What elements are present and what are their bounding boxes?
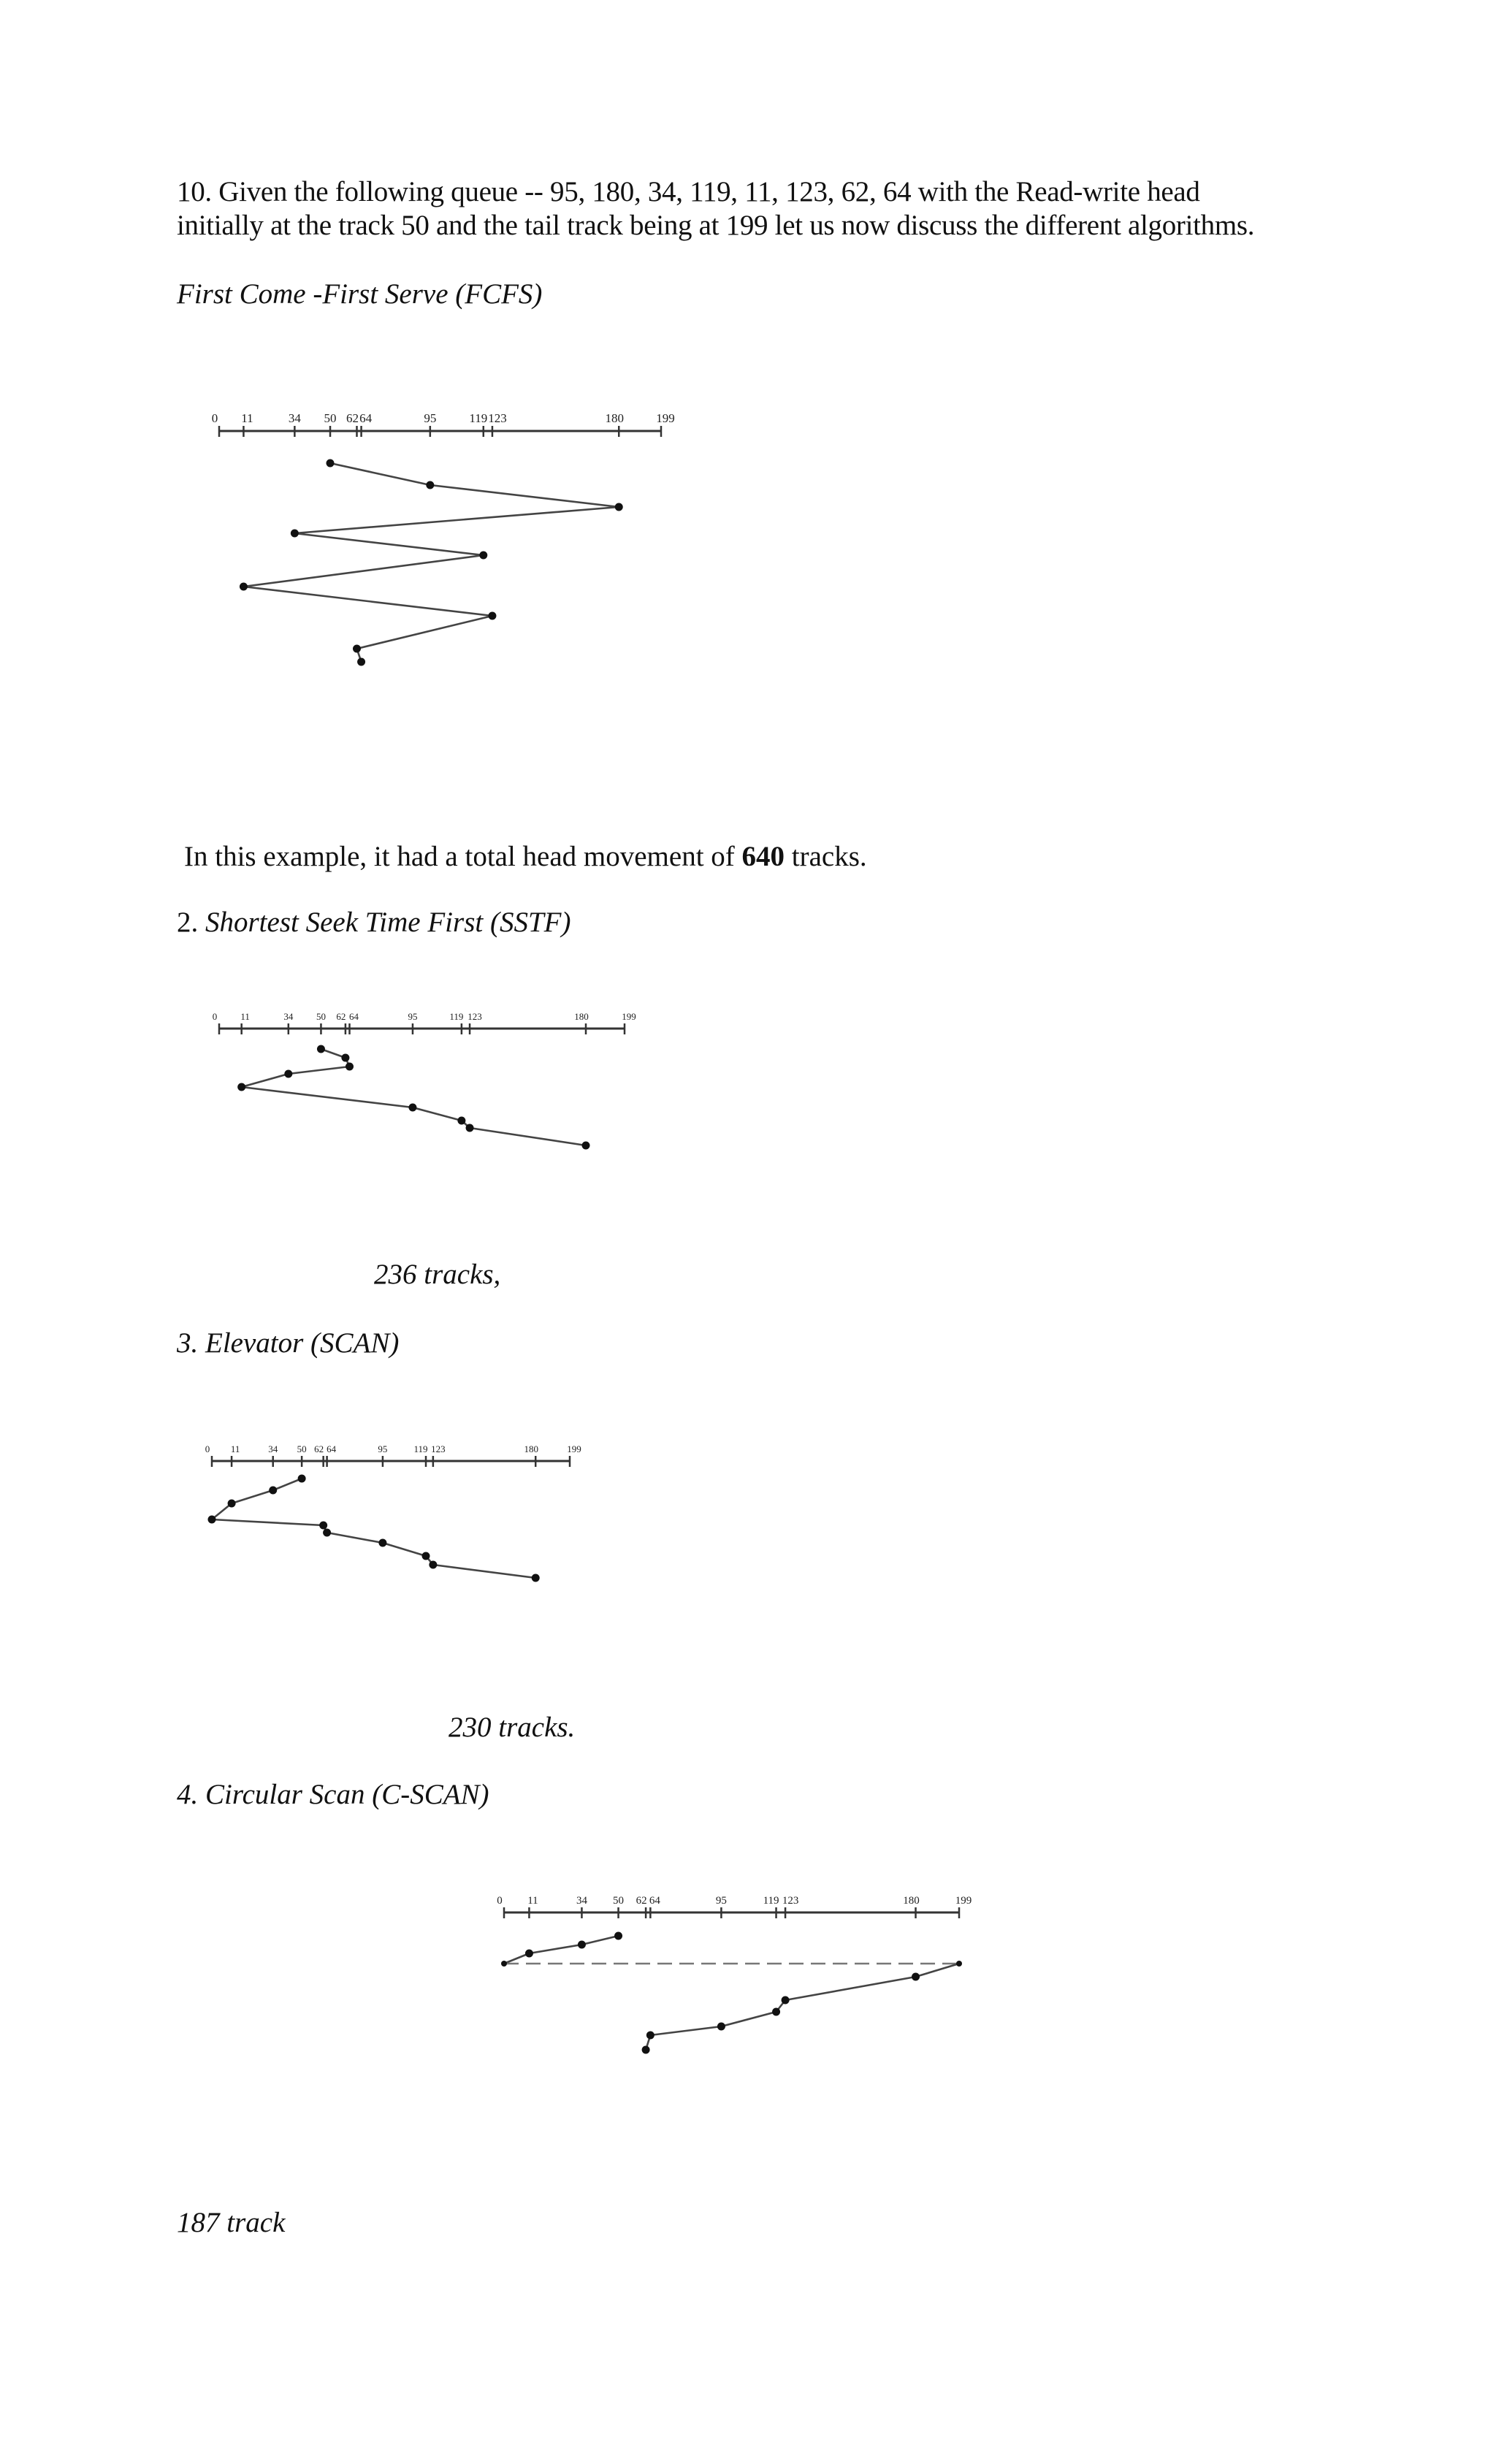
sstf-tick-label: 11: [240, 1011, 250, 1022]
cscan-heading: 4. Circular Scan (C-SCAN): [177, 1779, 489, 1810]
sstf-heading-title: Shortest Seek Time First (SSTF): [205, 907, 571, 938]
scan-point: [429, 1561, 437, 1569]
sstf-tick-label: 64: [348, 1011, 359, 1022]
scan-tick-label: 123: [431, 1443, 446, 1454]
scan-tick-label: 95: [378, 1443, 388, 1454]
cscan-point: [614, 1932, 622, 1940]
cscan-result: 187 track: [177, 2207, 286, 2238]
fcfs-point: [357, 658, 365, 666]
fcfs-tick-label: 34: [288, 411, 301, 425]
scan-point: [422, 1552, 430, 1560]
cscan-tick-label: 50: [613, 1895, 625, 1907]
cscan-chart: [497, 1883, 979, 2080]
sstf-result: 236 tracks,: [374, 1259, 501, 1290]
sstf-point: [237, 1083, 245, 1091]
sstf-point: [341, 1054, 349, 1062]
scan-tick-label: 34: [268, 1443, 278, 1454]
cscan-tick-label: 119: [763, 1895, 779, 1907]
cscan-point: [525, 1950, 533, 1958]
scan-tick-label: 119: [413, 1443, 428, 1454]
scan-chart: [205, 1432, 614, 1622]
cscan-tick-label: 123: [782, 1895, 799, 1907]
cscan-point: [782, 1996, 790, 2005]
fcfs-point: [240, 583, 248, 591]
cscan-point: [912, 1973, 920, 1981]
sstf-seek-path: [242, 1049, 586, 1145]
scan-tick-label: 199: [567, 1443, 581, 1454]
fcfs-result: [184, 840, 867, 874]
scan-point: [208, 1516, 216, 1524]
fcfs-heading: First Come -First Serve (FCFS): [177, 278, 543, 310]
scan-point: [269, 1487, 277, 1495]
fcfs-result-suffix: tracks.: [785, 841, 867, 872]
scan-point: [323, 1529, 331, 1537]
sstf-point: [582, 1142, 590, 1150]
cscan-tick-label: 180: [903, 1895, 920, 1907]
fcfs-tick-label: 50: [324, 411, 337, 425]
fcfs-tick-label: 180: [605, 411, 624, 425]
fcfs-tick-label: 0: [211, 411, 218, 425]
cscan-point: [578, 1941, 586, 1949]
scan-point: [378, 1539, 386, 1547]
sstf-heading: [177, 906, 570, 939]
fcfs-point: [488, 612, 496, 620]
sstf-chart: [212, 1007, 650, 1167]
scan-tick-label: 180: [524, 1443, 538, 1454]
sstf-tick-label: 62: [336, 1011, 346, 1022]
fcfs-tick-label: 119: [469, 411, 488, 425]
fcfs-result-prefix: In this example, it had a total head movement of: [184, 841, 742, 872]
sstf-point: [346, 1063, 354, 1071]
question-line-1: 10. Given the following queue -- 95, 180, 34, 119, 11, 123, 62, 64 with the Read-write head: [177, 176, 1200, 207]
sstf-tick-label: 119: [449, 1011, 464, 1022]
cscan-point: [717, 2023, 725, 2031]
fcfs-tick-label: 95: [424, 411, 437, 425]
sstf-tick-label: 123: [468, 1011, 482, 1022]
cscan-seek-path: [504, 1936, 619, 1964]
sstf-point: [284, 1070, 292, 1078]
sstf-tick-label: 95: [408, 1011, 418, 1022]
fcfs-tick-label: 199: [656, 411, 675, 425]
sstf-heading-number: 2.: [177, 907, 205, 938]
fcfs-point: [615, 503, 623, 511]
scan-point: [319, 1522, 327, 1530]
cscan-tick-label: 62: [636, 1895, 647, 1907]
cscan-point: [772, 2008, 780, 2016]
scan-heading: 3. Elevator (SCAN): [177, 1327, 400, 1359]
scan-tick-label: 0: [205, 1443, 210, 1454]
scan-point: [532, 1574, 540, 1582]
fcfs-tick-label: 62: [346, 411, 359, 425]
scan-result: 230 tracks.: [449, 1712, 576, 1743]
cscan-tick-label: 95: [715, 1895, 727, 1907]
cscan-tick-label: 34: [576, 1895, 587, 1907]
fcfs-point: [426, 481, 434, 489]
sstf-tick-label: 180: [574, 1011, 589, 1022]
scan-point: [228, 1500, 236, 1508]
fcfs-point: [479, 552, 487, 560]
cscan-tick-label: 0: [497, 1895, 503, 1907]
scan-seek-path: [212, 1479, 535, 1578]
scan-tick-label: 62: [314, 1443, 324, 1454]
sstf-tick-label: 34: [283, 1011, 294, 1022]
fcfs-point: [353, 645, 361, 653]
fcfs-point: [291, 530, 299, 538]
scan-point: [298, 1475, 306, 1483]
sstf-point: [457, 1117, 465, 1125]
fcfs-tick-label: 11: [241, 411, 253, 425]
cscan-point: [642, 2046, 650, 2054]
fcfs-seek-path: [243, 463, 619, 662]
sstf-tick-label: 0: [212, 1011, 218, 1022]
scan-tick-label: 64: [327, 1443, 337, 1454]
sstf-tick-label: 50: [316, 1011, 326, 1022]
cscan-point: [956, 1961, 962, 1967]
scan-tick-label: 50: [297, 1443, 307, 1454]
scan-tick-label: 11: [230, 1443, 240, 1454]
cscan-tick-label: 199: [955, 1895, 972, 1907]
sstf-point: [466, 1124, 474, 1132]
fcfs-tick-label: 64: [359, 411, 373, 425]
question-line-2: initially at the track 50 and the tail track being at 199 let us now discuss the different algorithms.: [177, 210, 1255, 241]
sstf-tick-label: 199: [622, 1011, 636, 1022]
sstf-point: [408, 1104, 416, 1112]
fcfs-tick-label: 123: [488, 411, 507, 425]
cscan-tick-label: 11: [527, 1895, 538, 1907]
sstf-point: [317, 1045, 325, 1053]
cscan-point: [646, 2032, 654, 2040]
cscan-point: [501, 1961, 507, 1967]
cscan-tick-label: 64: [649, 1895, 660, 1907]
fcfs-chart: [212, 400, 679, 685]
fcfs-result-value: 640: [741, 841, 785, 872]
fcfs-point: [327, 459, 335, 468]
